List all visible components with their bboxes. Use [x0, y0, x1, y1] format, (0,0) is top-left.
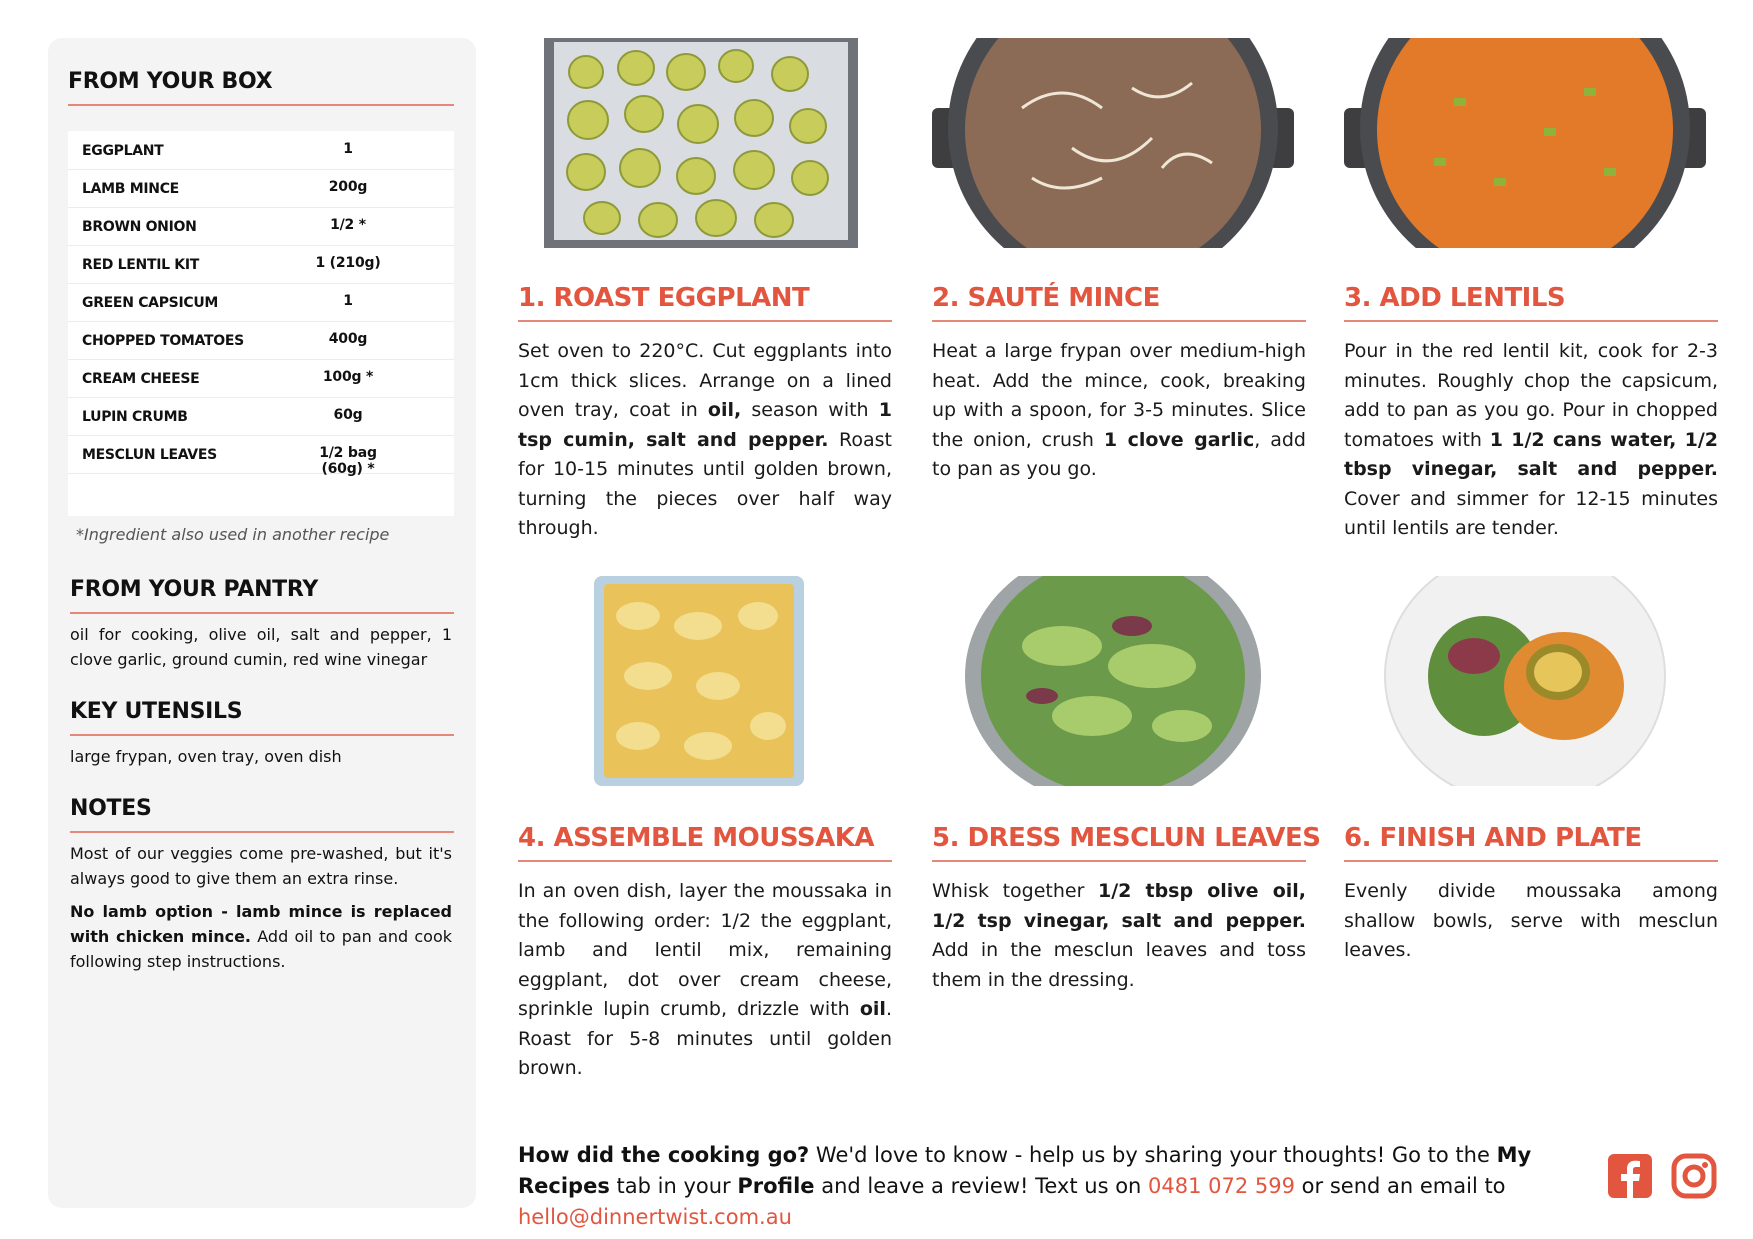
step-6-photo [1344, 576, 1706, 786]
divider [932, 320, 1306, 322]
divider [70, 612, 454, 614]
review-prompt [518, 1140, 1578, 1233]
notes-title: NOTES [70, 796, 152, 821]
ingredient-qty: 1/2 bag (60g) * [319, 445, 377, 477]
step-1-photo [528, 38, 890, 248]
step-5-text [932, 877, 1306, 995]
ingredient-row [68, 435, 454, 477]
ingredient-name: MESCLUN LEAVES [82, 447, 217, 463]
ingredient-row [68, 169, 454, 208]
bold-text: oil [859, 998, 886, 1020]
notes-text: Most of our veggies come pre-washed, but it's always good to give them an extra rinse. [70, 844, 452, 888]
utensils-text: large frypan, oven tray, oven dish [70, 747, 342, 766]
bold-text: oil, [707, 399, 742, 421]
ingredient-qty: 100g * [322, 369, 374, 385]
pantry-title: FROM YOUR PANTRY [70, 577, 318, 602]
ingredients-table [68, 131, 454, 516]
step-1-text [518, 337, 892, 544]
bold-text: 1 clove garlic [1103, 428, 1255, 451]
ingredient-row [68, 397, 454, 436]
step-2-text [932, 337, 1306, 485]
ingredient-name: GREEN CAPSICUM [82, 295, 219, 311]
divider [70, 734, 454, 736]
step-5-title: 5. DRESS MESCLUN LEAVES [932, 823, 1321, 853]
step-4-photo [528, 576, 890, 786]
text-run: , add to pan as you go. [932, 428, 1306, 480]
utensils-title: KEY UTENSILS [70, 699, 243, 724]
contact-link[interactable]: hello@dinnertwist.com.au [518, 1205, 792, 1229]
ingredient-row [68, 131, 454, 170]
ingredient-footnote: *Ingredient also used in another recipe [76, 525, 390, 544]
divider [932, 860, 1306, 862]
bold-text: How did the cooking go? [518, 1143, 810, 1167]
ingredient-row [68, 207, 454, 246]
text-run: Set oven to 220°C. Cut eggplants into 1cm thick slices. Arrange on a lined oven tray, coat in [518, 340, 892, 421]
ingredient-row [68, 283, 454, 322]
step-5-photo [932, 576, 1294, 786]
text-run: Pour in the red lentil kit, cook for 2-3 minutes. Roughly chop the capsicum, add to pan as you go. Pour in chopped tomatoes with [1344, 340, 1718, 451]
text-run: Heat a large frypan over medium-high heat. Add the mince, cook, breaking up with a spoon, for 3-5 minutes. Slice the onion, crush [932, 340, 1306, 451]
text-run: Evenly divide moussaka among shallow bowls, serve with mesclun leaves. [1344, 880, 1718, 961]
ingredient-qty: 200g [328, 179, 368, 195]
text-run: Add in the mesclun leaves and toss them in the dressing. [932, 939, 1306, 991]
text-run: and leave a review! Text us on [814, 1174, 1149, 1198]
ingredient-name: CREAM CHEESE [82, 371, 200, 387]
text-run: . Roast for 5-8 minutes until golden brown. [518, 998, 892, 1079]
ingredient-qty: 400g [328, 331, 368, 347]
text-run: or send an email to [1295, 1174, 1506, 1198]
ingredient-name: EGGPLANT [82, 143, 164, 159]
ingredient-qty: 1 (210g) [315, 255, 381, 271]
ingredient-qty: 1 [343, 293, 353, 309]
text-run: season with [741, 399, 879, 421]
divider [518, 860, 892, 862]
text-run: tab in your [609, 1174, 738, 1198]
ingredient-qty: 1 [343, 141, 353, 157]
text-run: We'd love to know - help us by sharing your thoughts! Go to the [809, 1143, 1497, 1167]
divider [70, 831, 454, 833]
instagram-icon[interactable] [1670, 1152, 1718, 1200]
ingredient-qty: 60g [333, 407, 363, 423]
ingredient-row [68, 359, 454, 398]
text-run: Cover and simmer for 12-15 minutes until lentils are tender. [1344, 487, 1718, 539]
step-4-text [518, 877, 892, 1084]
ingredient-qty: 1/2 * [330, 217, 366, 233]
pantry-text: oil for cooking, olive oil, salt and pepper, 1 clove garlic, ground cumin, red wine vinegar [70, 625, 452, 669]
divider [68, 104, 454, 106]
ingredient-name: CHOPPED TOMATOES [82, 333, 244, 349]
step-2-title: 2. SAUTÉ MINCE [932, 283, 1160, 313]
step-6-title: 6. FINISH AND PLATE [1344, 823, 1642, 853]
bold-text: 1 1/2 cans water, 1/2 tbsp vinegar, salt and pepper. [1344, 428, 1718, 480]
from-box-title: FROM YOUR BOX [68, 69, 273, 94]
text-run: Whisk together [932, 880, 1098, 902]
divider [1344, 320, 1718, 322]
step-6-text [1344, 877, 1718, 966]
bold-text: My Recipes [518, 1143, 1532, 1198]
sidebar-panel [48, 38, 476, 1208]
notes-option-rest: Add oil to pan and cook following step instructions. [70, 927, 453, 971]
divider [518, 320, 892, 322]
step-4-title: 4. ASSEMBLE MOUSSAKA [518, 823, 875, 853]
step-1-title: 1. ROAST EGGPLANT [518, 283, 810, 313]
bold-text: 1 tsp cumin, salt and pepper. [518, 399, 892, 451]
step-3-photo [1344, 38, 1706, 248]
facebook-icon[interactable] [1606, 1152, 1654, 1200]
bold-text: Profile [737, 1174, 815, 1198]
text-run: Roast for 10-15 minutes until golden brown, turning the pieces over half way through. [518, 428, 893, 539]
step-3-title: 3. ADD LENTILS [1344, 283, 1566, 313]
ingredient-name: LAMB MINCE [82, 181, 179, 197]
ingredient-row [68, 321, 454, 360]
ingredient-row [68, 245, 454, 284]
notes-option-bold: No lamb option - lamb mince is replaced with chicken mince. [70, 902, 452, 946]
step-3-text [1344, 337, 1718, 544]
notes-option-text [70, 899, 452, 974]
bold-text: 1/2 tbsp olive oil, 1/2 tsp vinegar, salt and pepper. [932, 880, 1307, 932]
divider [1344, 860, 1718, 862]
contact-link[interactable]: 0481 072 599 [1148, 1174, 1295, 1198]
ingredient-name: BROWN ONION [82, 219, 197, 235]
text-run: In an oven dish, layer the moussaka in the following order: 1/2 the eggplant, lamb and lentil mix, remaining eggplant, dot over cream cheese, sprinkle lupin crumb, drizzle with [518, 880, 892, 1020]
ingredient-name: RED LENTIL KIT [82, 257, 200, 273]
ingredient-name: LUPIN CRUMB [82, 409, 188, 425]
step-2-photo [932, 38, 1294, 248]
